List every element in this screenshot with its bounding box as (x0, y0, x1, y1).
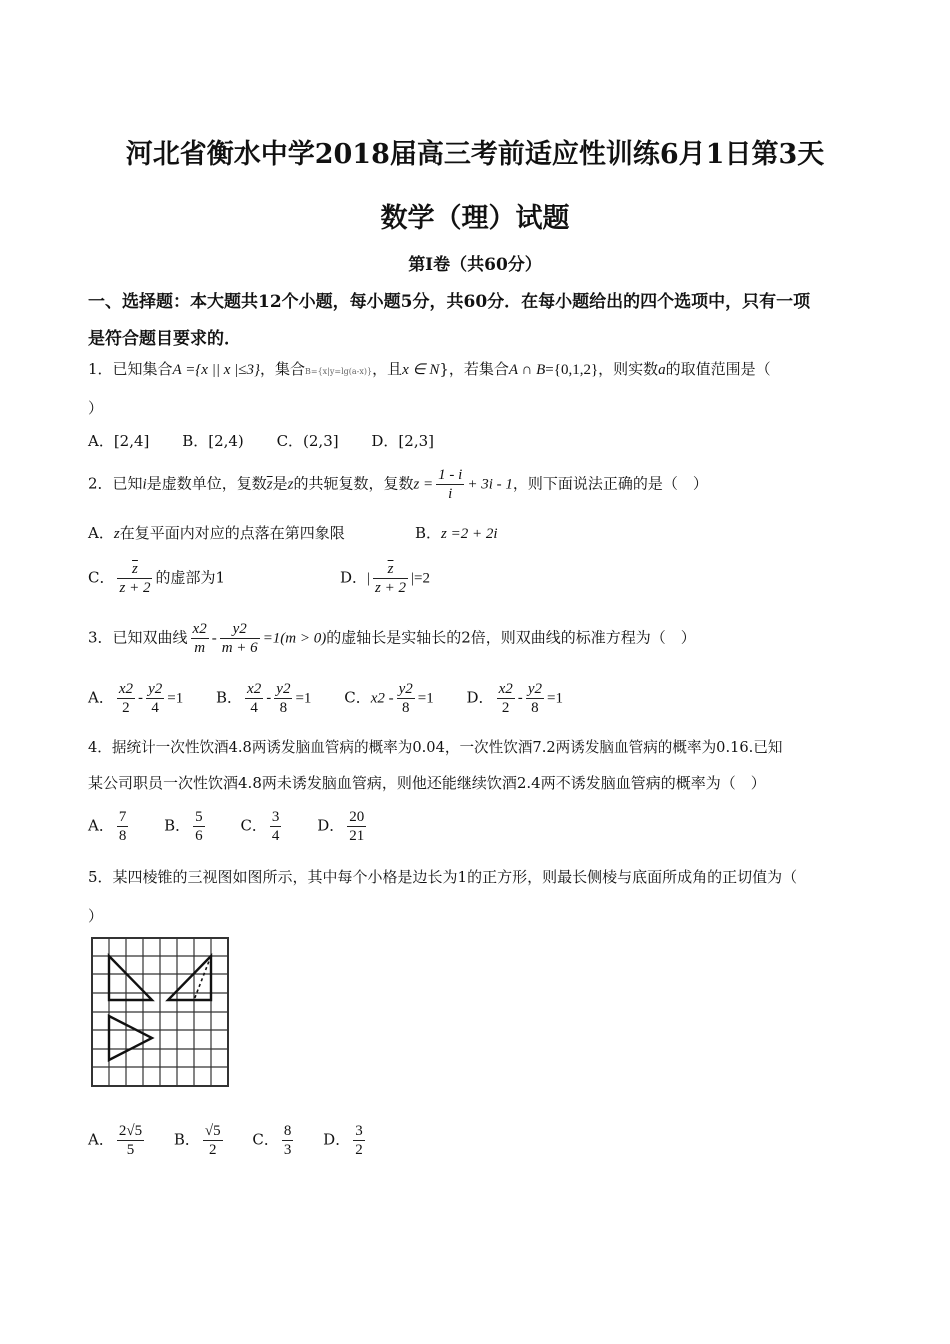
q2-optc-fraction (117, 560, 152, 597)
q2-fraction-den: i (448, 486, 453, 502)
q1-intersection: A ∩ B (508, 362, 546, 378)
fraction-num: 3 (271, 809, 280, 825)
fraction-num: 8 (283, 1123, 292, 1139)
option-label: C． (88, 568, 115, 587)
fraction-num: x2 (192, 621, 207, 637)
fraction-den: 6 (195, 828, 203, 844)
option-label: D． (340, 568, 368, 587)
option-c[interactable] (252, 1122, 296, 1159)
option-c[interactable]: C．(2,3] (276, 432, 339, 450)
fraction-den: 2 (209, 1142, 217, 1158)
q1-text: ，则实数 (598, 360, 659, 378)
question-1-options (88, 430, 462, 451)
q2-z: z (287, 476, 294, 493)
option-frac (497, 680, 515, 717)
q2-imag-unit: i (142, 476, 147, 493)
fraction-num: y2 (148, 681, 163, 697)
fraction-num: $\overline{z}$ (117, 560, 152, 579)
option-b[interactable] (174, 1122, 226, 1159)
fraction-num: x2 (247, 681, 262, 697)
option-frac (245, 680, 263, 717)
q3-equation: =1(m > 0) (262, 630, 327, 647)
option-frac (117, 808, 129, 845)
fraction-num: y2 (398, 681, 413, 697)
question-4-line1: 4．据统计一次性饮酒4.8两诱发脑血管病的概率为0.04，一次性饮酒7.2两诱发脑血管病的概率为0.16.已知 (88, 739, 783, 756)
option-a[interactable] (88, 808, 131, 845)
option-d[interactable]: D． $\frac{x2}{2}$ - $\frac{y2}{8}$ =1 (466, 681, 563, 716)
q1-condition: x ∈ N (402, 362, 440, 378)
fraction-den: 8 (401, 700, 410, 716)
q1-text: ，且 (372, 360, 403, 378)
question-4-options (88, 808, 397, 845)
volume-label: 第Ⅰ卷（共60分） (408, 255, 542, 275)
fraction-num: 2√5 (118, 1123, 143, 1139)
fraction-den: 4 (151, 700, 159, 716)
q3-text: 3．已知双曲线 (88, 628, 188, 647)
option-label: B． (173, 1130, 200, 1149)
fraction-num: 5 (195, 809, 203, 825)
option-eq: =1 (417, 690, 434, 707)
option-label: D． (466, 688, 494, 707)
fraction-den: 8 (531, 700, 539, 716)
q1-set-b: B={x|y=lg(a-x)} (305, 367, 373, 376)
option-frac (203, 1122, 223, 1159)
question-5-options (88, 1122, 390, 1159)
q1-text: 的取值范围是（ (665, 360, 771, 378)
q2-z-equals: z = (413, 476, 434, 493)
fraction-den: 2 (122, 700, 130, 716)
question-2-option-c[interactable] (88, 560, 225, 597)
q2-optd-fraction (373, 560, 408, 597)
option-d[interactable]: D．[2,3] (371, 432, 434, 450)
option-label: B． (216, 688, 243, 707)
option-d[interactable] (323, 1122, 368, 1159)
fraction-num: 3 (355, 1123, 363, 1139)
option-label: D． (317, 816, 345, 835)
question-2-option-b[interactable] (415, 522, 498, 543)
question-3-options (88, 680, 591, 717)
fraction-num: y2 (276, 681, 291, 697)
option-label: A． (88, 1130, 114, 1149)
option-frac (193, 808, 205, 845)
option-label: C． (344, 688, 371, 707)
option-c[interactable] (240, 808, 284, 845)
fraction-den: m + 6 (221, 640, 258, 656)
option-d[interactable] (317, 808, 369, 845)
option-a[interactable]: A．[2,4] (88, 432, 150, 450)
option-a[interactable] (88, 1122, 147, 1159)
fraction-den: 8 (118, 828, 127, 844)
option-text: 的虚部为1 (155, 568, 225, 587)
fraction-den: m (194, 640, 206, 656)
option-label: C． (252, 1130, 279, 1149)
question-5-line1: 5．某四棱锥的三视图如图所示，其中每个小格是边长为1的正方形，则最长侧棱与底面所成角的正切值为（ (88, 868, 798, 886)
question-2-option-a[interactable] (88, 522, 345, 543)
page-subtitle: 数学（理）试题 (380, 203, 570, 234)
question-4-line2: 某公司职员一次性饮酒4.8两未诱发脑血管病，则他还能继续饮酒2.4两不诱发脑血管病的概率为（ ） (88, 774, 766, 792)
fraction-den: z + 2 (375, 580, 407, 596)
option-b[interactable] (164, 808, 208, 845)
question-1-line2: ） (88, 399, 104, 417)
option-b[interactable]: B． $\frac{x2}{4}$ - $\frac{y2}{8}$ =1 (216, 681, 312, 716)
fraction-den: z + 2 (119, 580, 151, 596)
section-heading-line2: 是符合题目要求的． (88, 329, 241, 349)
option-eq: =1 (546, 690, 563, 707)
fraction-num: √5 (204, 1123, 221, 1139)
abs-bar: | (367, 570, 371, 587)
fraction-den: 4 (250, 700, 258, 716)
question-5-line2: ） (88, 907, 104, 925)
fraction-den: 21 (349, 828, 365, 844)
option-label: D． (323, 1130, 351, 1149)
q3-frac-2 (220, 620, 260, 657)
option-frac (526, 680, 544, 717)
q2-opt-z: z (113, 526, 120, 542)
option-frac (274, 680, 292, 717)
q2-tail: + 3i - 1 (467, 476, 513, 493)
question-3-line1 (88, 620, 696, 657)
fraction-num: 20 (349, 809, 365, 825)
fraction-den: 3 (283, 1142, 292, 1158)
option-label: A． (88, 688, 114, 707)
question-2-option-d[interactable] (340, 560, 430, 597)
abs-bar-value: |=2 (411, 570, 430, 587)
option-frac (146, 680, 164, 717)
fraction-den: 2 (355, 1142, 363, 1158)
three-view-figure (88, 934, 232, 1090)
option-frac (282, 1122, 294, 1159)
fraction-den: 4 (271, 828, 280, 844)
option-frac (270, 808, 282, 845)
option-label: B． (164, 816, 191, 835)
option-eq: =1 (167, 690, 184, 707)
q1-set-value: ={0,1,2} (545, 362, 599, 378)
question-2-line1 (88, 466, 708, 503)
option-frac (347, 808, 366, 845)
q2-text: 的共轭复数，复数 (293, 474, 414, 493)
fraction-den: 5 (126, 1142, 135, 1158)
option-eq: =1 (295, 690, 312, 707)
option-label: A． (88, 524, 114, 542)
q2-text: ，则下面说法正确的是（ ） (512, 474, 708, 493)
q1-text: }，若集合 (439, 360, 509, 378)
q2-fraction (436, 466, 464, 503)
minus-sign: - (211, 630, 217, 647)
q1-set-a: A ={x || x |≤3} (172, 362, 260, 378)
option-frac (117, 1122, 144, 1159)
q2-fraction-num: 1 - i (438, 467, 463, 483)
q2-text: 2．已知 (88, 474, 143, 493)
q1-text: 1．已知集合 (88, 360, 173, 378)
fraction-num: x2 (498, 681, 513, 697)
fraction-den: 2 (501, 700, 510, 716)
option-b[interactable]: B．[2,4) (182, 432, 244, 450)
q3-frac-1 (191, 620, 209, 657)
fraction-num: y2 (220, 620, 260, 639)
option-frac (353, 1122, 365, 1159)
section-heading-line1: 一、选择题：本大题共12个小题，每小题5分，共60分．在每小题给出的四个选项中，只有一项 (88, 292, 811, 312)
q2-text: 是虚数单位，复数 (146, 474, 267, 493)
option-text: 在复平面内对应的点落在第四象限 (119, 524, 345, 542)
fraction-num: x2 (118, 681, 134, 697)
fraction-den: 8 (279, 700, 288, 716)
top-view-triangle (109, 1016, 152, 1060)
q3-text: 的虚轴长是实轴长的2倍，则双曲线的标准方程为（ ） (326, 628, 696, 647)
fraction-num: 7 (118, 809, 127, 825)
option-label: A． (88, 816, 114, 835)
fraction-num: y2 (527, 681, 542, 697)
q1-text: ，集合 (259, 360, 305, 378)
option-label: C． (240, 816, 267, 835)
page-title: 河北省衡水中学2018届高三考前适应性训练6月1日第3天 (125, 139, 825, 170)
q2-text: 是 (272, 474, 288, 493)
option-c[interactable] (344, 680, 434, 717)
option-text: z =2 + 2i (441, 526, 498, 542)
option-label: B． (415, 524, 442, 542)
fraction-num: $\overline{z}$ (373, 560, 408, 579)
option-frac (397, 680, 415, 717)
q1-variable: a (658, 362, 666, 378)
question-1-line1 (88, 358, 771, 379)
option-frac (117, 680, 135, 717)
option-a[interactable]: A． $\frac{x2}{2}$ - $\frac{y2}{4}$ =1 (88, 681, 184, 716)
q2-conjugate: $\overline{z}$ (266, 476, 273, 493)
option-prefix: x2 - (370, 690, 394, 707)
